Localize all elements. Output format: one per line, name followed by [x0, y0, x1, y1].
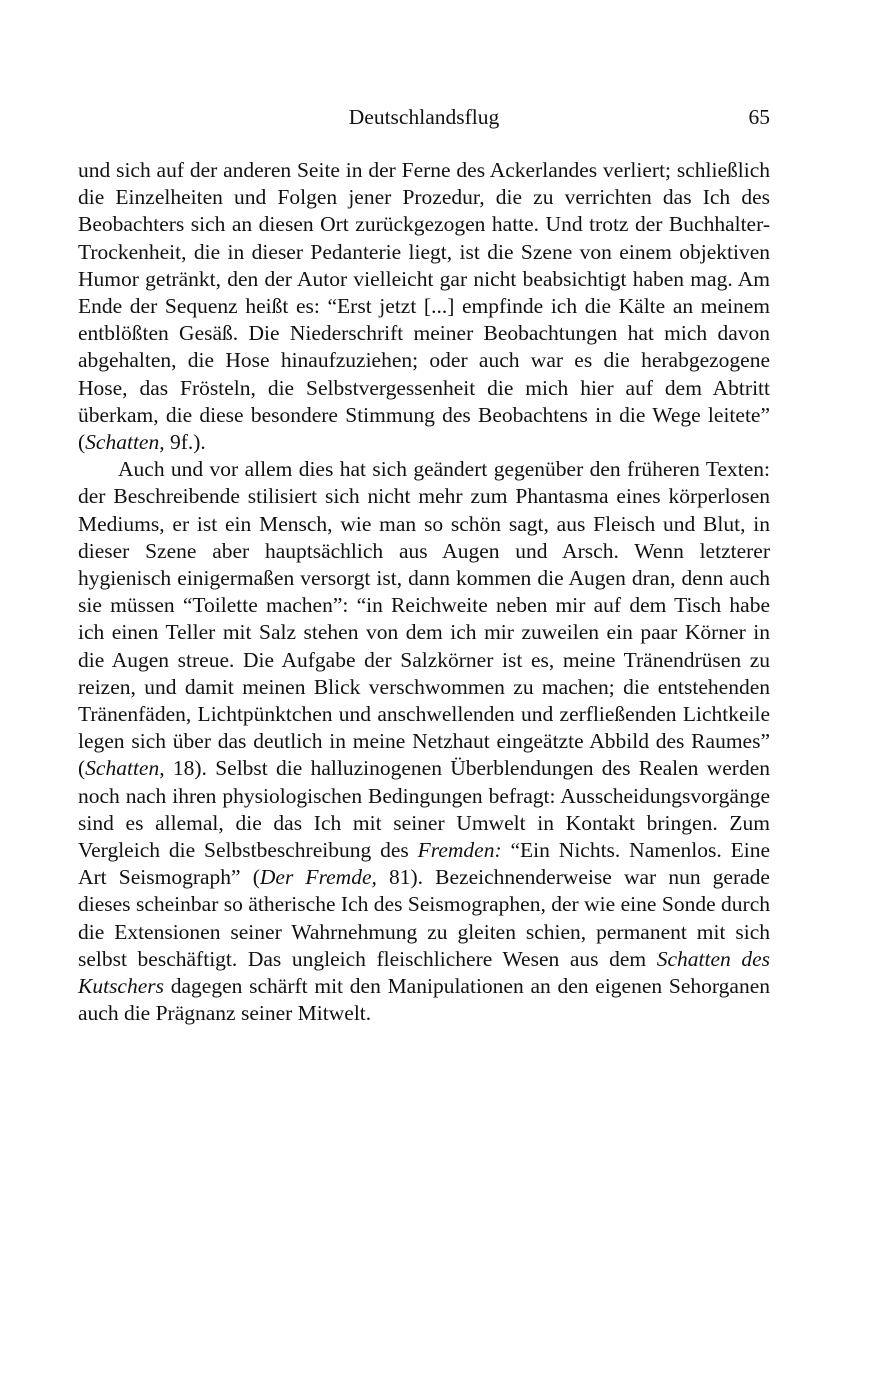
body-text — [78, 157, 770, 1028]
italic-citation: Fremden: — [417, 838, 502, 863]
text-segment: 81). Bezeichnenderweise war nun gerade dieses scheinbar so ätherische Ich des Seismographen, der wie eine Sonde durch die Extensionen seiner Wahrnehmung zu gleiten schien, permanent mit sich selbst beschäftigt. Das ungleich fleischlichere Wesen aus dem — [78, 865, 770, 971]
page-number: 65 — [748, 105, 770, 129]
text-segment: “Ein Nichts. Namenlos. Eine Art Seismograph” ( — [78, 838, 771, 890]
text-segment: 9f.). — [164, 430, 206, 455]
text-segment: dagegen schärft mit den Manipulationen an den eigenen Sehorganen auch die Prägnanz seiner Mitwelt. — [78, 974, 770, 1026]
running-title: Deutschlandsflug — [348, 105, 500, 129]
paragraph — [78, 456, 770, 1027]
text-segment: 18). Selbst die halluzinogenen Überblendungen des Realen werden noch nach ihren physiologischen Bedingungen befragt: Ausscheidungsvorgänge sind es allemal, die das Ich mit seiner Umwelt in Kontakt bringen. Zum Vergleich die Selbstbeschreibung des — [78, 756, 770, 863]
italic-citation: Schatten, — [85, 756, 165, 781]
text-segment: Auch und vor allem dies hat sich geändert gegenüber den früheren Texten: der Beschreibende stilisiert sich nicht mehr zum Phantasma eines körperlosen Mediums, er ist ein Mensch, wie man so schön sagt, aus Fleisch und Blut, in dieser Szene aber hauptsächlich aus Augen und Arsch. Wenn letzterer hygienisch einigermaßen versorgt ist, dann kommen die Augen dran, denn auch sie müssen “Toilette machen”: “in Reichweite neben mir auf dem Tisch habe ich einen Teller mit Salz stehen von dem ich mir zuweilen ein paar Körner in die Augen streue. Die Aufgabe der Salzkörner ist es, meine Tränendrüsen zu reizen, und damit meinen Blick verschwommen zu machen; die entstehenden Tränenfäden, Lichtpünktchen und anschwellenden und zerfließenden Lichtkeile legen sich über das deutlich in meine Netzhaut eingeätzte Abbild des Raumes” ( — [78, 457, 770, 781]
paragraph — [78, 157, 770, 456]
italic-citation: Schatten des Kutschers — [78, 946, 770, 999]
page-header — [78, 102, 770, 132]
italic-citation: Schatten, — [85, 430, 165, 455]
text-segment: und sich auf der anderen Seite in der Ferne des Ackerlandes verliert; schließlich die Einzelheiten und Folgen jener Prozedur, die zu verrichten das Ich des Beobachters sich an diesen Ort zurückgezogen hatte. Und trotz der Buchhalter-Trockenheit, die in dieser Pedanterie liegt, ist die Szene von einem objektiven Humor getränkt, den der Autor vielleicht gar nicht beabsichtigt haben mag. Am Ende der Sequenz heißt es: “Erst jetzt [...] empfinde ich die Kälte an meinem entblößten Gesäß. Die Niederschrift meiner Beobachtungen hat mich davon abgehalten, die Hose hinaufzuziehen; oder auch war es die herabgezogene Hose, das Frösteln, die Selbstvergessenheit die mich hier auf dem Abtritt überkam, die diese besondere Stimmung des Beobachtens in die Wege leitete” ( — [78, 158, 770, 455]
italic-citation: Der Fremde, — [259, 865, 377, 890]
